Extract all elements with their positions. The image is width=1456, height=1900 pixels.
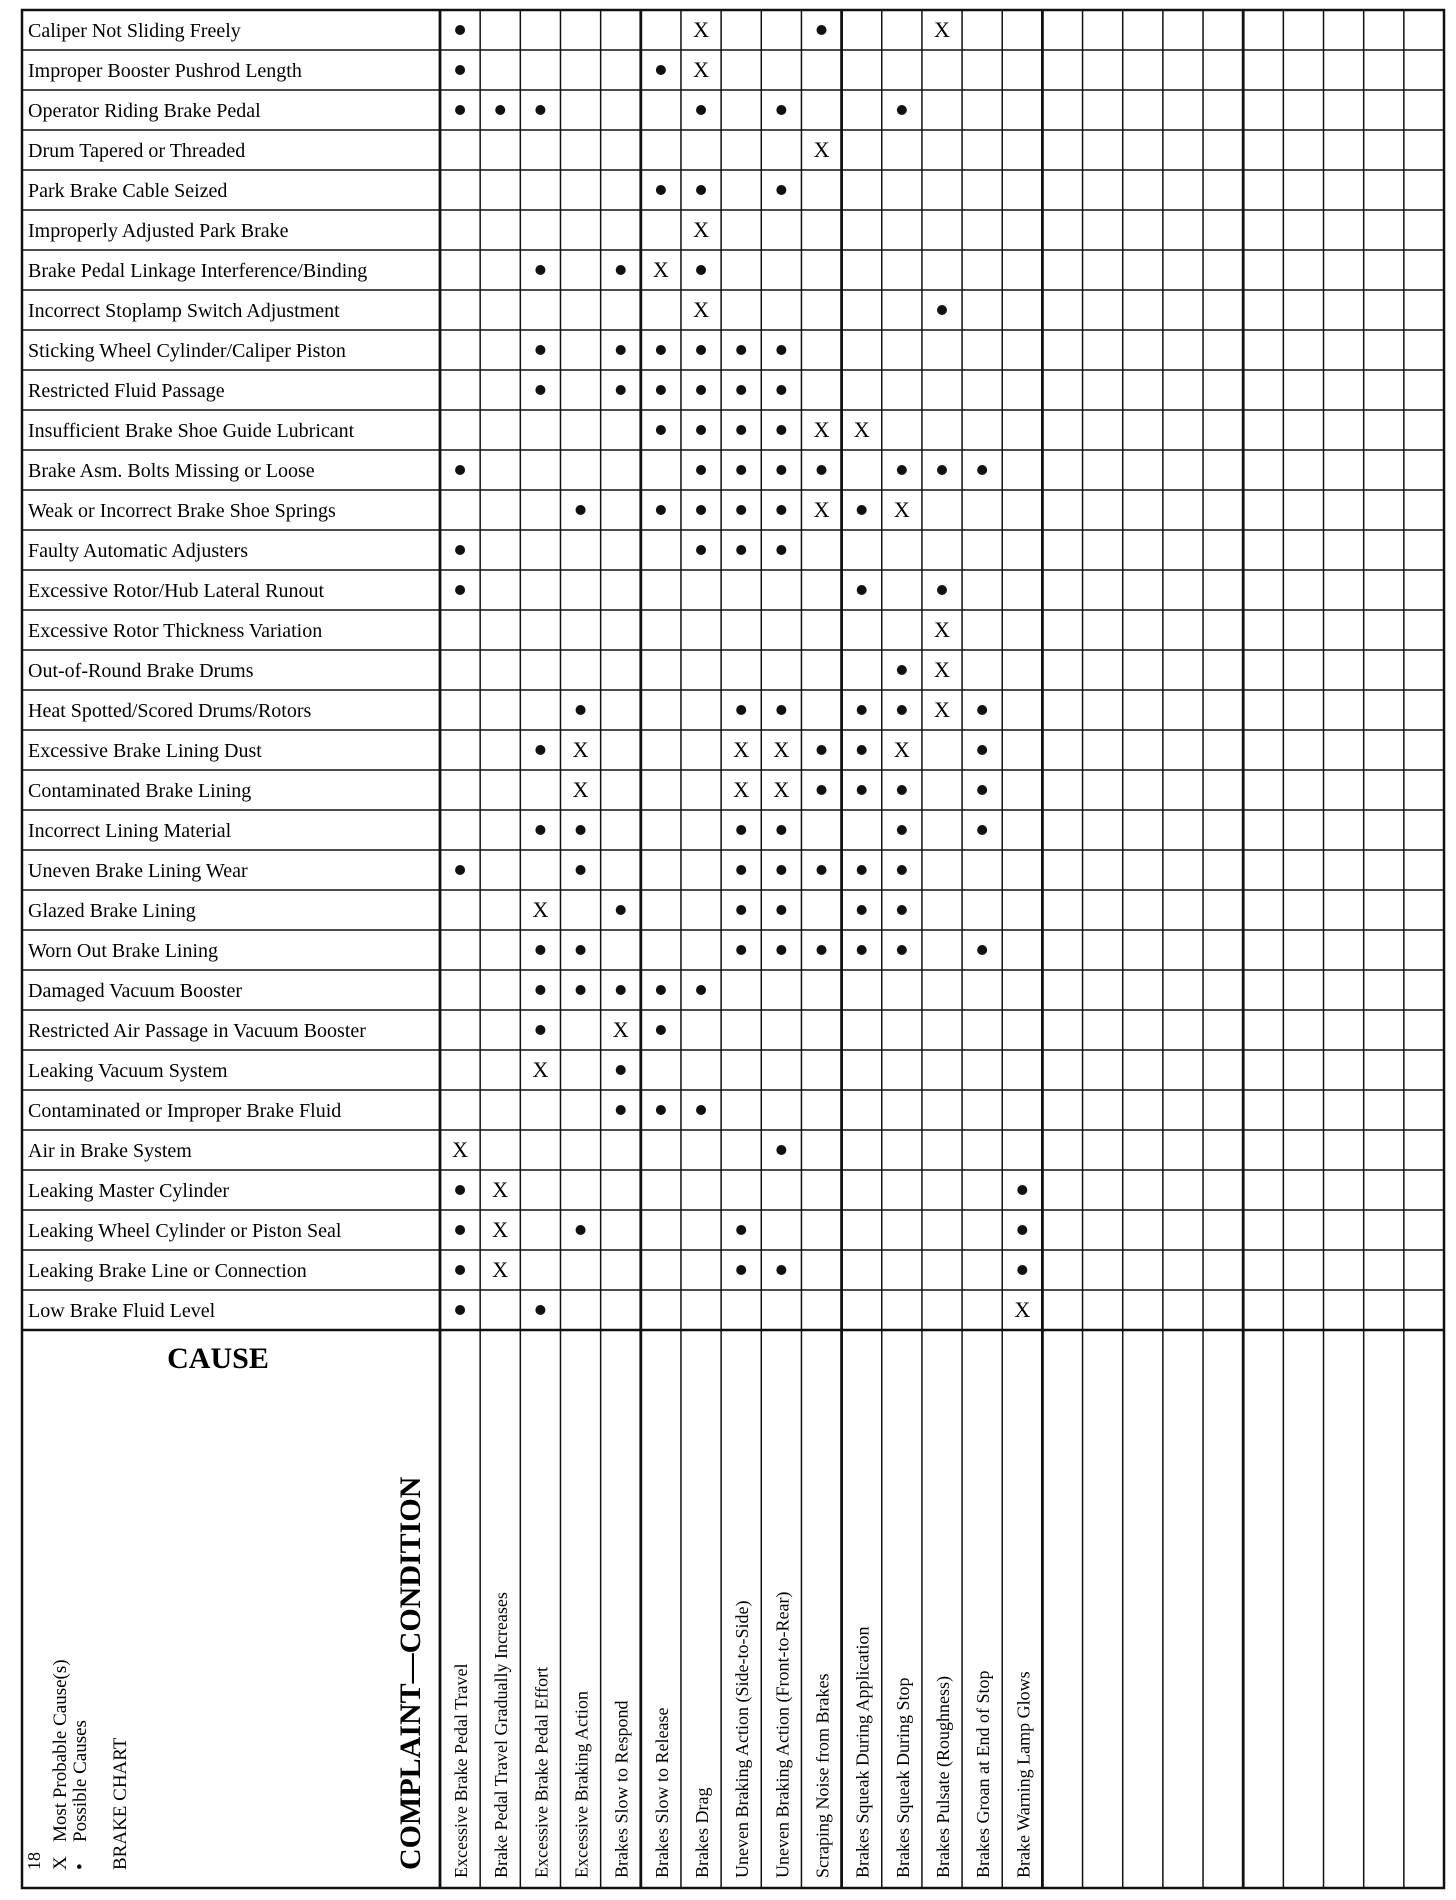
condition-label: Brakes Slow to Release	[651, 1707, 672, 1878]
mark-possible	[736, 905, 746, 915]
mark-possible	[857, 505, 867, 515]
mark-most-probable: X	[1014, 1297, 1031, 1322]
mark-most-probable: X	[893, 497, 910, 522]
condition-label: Uneven Braking Action (Side-to-Side)	[732, 1600, 753, 1878]
mark-possible	[897, 905, 907, 915]
mark-most-probable: X	[693, 57, 709, 82]
mark-possible	[656, 425, 666, 435]
cause-label: Brake Pedal Linkage Interference/Binding	[28, 260, 368, 282]
mark-most-probable: X	[612, 1017, 629, 1042]
mark-most-probable: X	[773, 777, 790, 802]
cause-label: Operator Riding Brake Pedal	[28, 100, 261, 122]
mark-possible	[897, 665, 907, 675]
mark-possible	[696, 385, 706, 395]
mark-possible	[455, 1185, 465, 1195]
mark-possible	[736, 945, 746, 955]
mark-possible	[817, 465, 827, 475]
mark-possible	[897, 865, 907, 875]
mark-most-probable: X	[813, 137, 830, 162]
mark-possible	[616, 345, 626, 355]
mark-possible	[616, 1065, 626, 1075]
cause-label: Drum Tapered or Threaded	[28, 140, 246, 162]
cause-label: Caliper Not Sliding Freely	[28, 20, 241, 42]
mark-possible	[535, 1025, 545, 1035]
mark-possible	[897, 785, 907, 795]
condition-label: Brakes Pulsate (Roughness)	[933, 1676, 953, 1878]
mark-possible	[535, 985, 545, 995]
mark-most-probable: X	[773, 737, 790, 762]
mark-possible	[897, 825, 907, 835]
condition-label: Brakes Drag	[692, 1787, 713, 1878]
mark-possible	[696, 105, 706, 115]
mark-possible	[977, 785, 987, 795]
legend-dot-symbol: •	[70, 1863, 91, 1870]
mark-possible	[535, 945, 545, 955]
mark-possible	[977, 945, 987, 955]
chart-title: BRAKE CHART	[110, 1737, 131, 1870]
condition-label: Brake Pedal Travel Gradually Increases	[491, 1592, 512, 1878]
legend-x-symbol: X	[50, 1856, 71, 1870]
cause-label: Leaking Wheel Cylinder or Piston Seal	[28, 1220, 342, 1242]
cause-label: Sticking Wheel Cylinder/Caliper Piston	[28, 340, 346, 362]
mark-possible	[1017, 1185, 1027, 1195]
mark-possible	[576, 985, 586, 995]
cause-label: Heat Spotted/Scored Drums/Rotors	[28, 700, 312, 722]
mark-possible	[696, 1105, 706, 1115]
mark-possible	[696, 985, 706, 995]
mark-possible	[736, 345, 746, 355]
mark-possible	[937, 465, 947, 475]
mark-possible	[857, 705, 867, 715]
cause-label: Leaking Brake Line or Connection	[28, 1260, 307, 1282]
mark-possible	[736, 505, 746, 515]
cause-label: Worn Out Brake Lining	[28, 940, 219, 962]
cause-label: Improperly Adjusted Park Brake	[28, 220, 289, 242]
mark-possible	[696, 185, 706, 195]
mark-possible	[656, 985, 666, 995]
mark-possible	[977, 465, 987, 475]
mark-most-probable: X	[733, 777, 750, 802]
mark-most-probable: X	[452, 1137, 469, 1162]
mark-possible	[455, 105, 465, 115]
mark-possible	[937, 305, 947, 315]
mark-possible	[576, 505, 586, 515]
cause-label: Excessive Brake Lining Dust	[28, 740, 262, 762]
cause-label: Excessive Rotor Thickness Variation	[28, 620, 323, 642]
mark-most-probable: X	[934, 697, 950, 722]
mark-most-probable: X	[652, 257, 669, 282]
mark-possible	[817, 785, 827, 795]
mark-possible	[616, 385, 626, 395]
mark-possible	[455, 25, 465, 35]
condition-label: Excessive Brake Pedal Travel	[451, 1663, 472, 1878]
cause-label: Incorrect Lining Material	[28, 820, 232, 842]
mark-possible	[857, 865, 867, 875]
cause-labels	[28, 20, 367, 1322]
mark-possible	[535, 265, 545, 275]
mark-possible	[696, 425, 706, 435]
mark-possible	[696, 545, 706, 555]
mark-most-probable: X	[532, 897, 549, 922]
mark-most-probable: X	[693, 297, 709, 322]
mark-most-probable: X	[813, 417, 830, 442]
mark-possible	[455, 545, 465, 555]
mark-possible	[857, 585, 867, 595]
mark-possible	[696, 345, 706, 355]
cause-label: Incorrect Stoplamp Switch Adjustment	[28, 300, 340, 322]
mark-possible	[977, 745, 987, 755]
cause-label: Improper Booster Pushrod Length	[28, 60, 302, 82]
cause-header: CAUSE	[167, 1342, 269, 1375]
condition-label: Brakes Groan at End of Stop	[973, 1670, 994, 1878]
mark-most-probable: X	[813, 497, 830, 522]
mark-possible	[776, 105, 786, 115]
mark-possible	[535, 345, 545, 355]
mark-possible	[736, 465, 746, 475]
mark-possible	[656, 1105, 666, 1115]
cause-label: Restricted Air Passage in Vacuum Booster	[28, 1020, 366, 1042]
cause-label: Leaking Master Cylinder	[28, 1180, 230, 1202]
mark-possible	[1017, 1225, 1027, 1235]
mark-possible	[776, 905, 786, 915]
mark-possible	[857, 945, 867, 955]
mark-possible	[656, 185, 666, 195]
mark-possible	[817, 745, 827, 755]
mark-possible	[656, 1025, 666, 1035]
mark-possible	[656, 65, 666, 75]
mark-possible	[1017, 1265, 1027, 1275]
mark-possible	[535, 825, 545, 835]
mark-possible	[776, 1265, 786, 1275]
condition-header: COMPLAINT—CONDITION	[394, 1476, 427, 1870]
mark-possible	[576, 1225, 586, 1235]
mark-possible	[977, 825, 987, 835]
mark-possible	[897, 105, 907, 115]
mark-most-probable: X	[853, 417, 870, 442]
cause-label: Faulty Automatic Adjusters	[28, 540, 248, 562]
mark-most-probable: X	[532, 1057, 549, 1082]
mark-possible	[455, 865, 465, 875]
mark-possible	[736, 1265, 746, 1275]
condition-label: Brakes Squeak During Stop	[892, 1677, 913, 1878]
mark-possible	[736, 865, 746, 875]
mark-possible	[736, 1225, 746, 1235]
legend-dot-label: Possible Causes	[70, 1720, 91, 1842]
mark-possible	[776, 185, 786, 195]
page-number: 18	[24, 1852, 44, 1870]
mark-possible	[736, 385, 746, 395]
mark-possible	[776, 465, 786, 475]
mark-possible	[656, 385, 666, 395]
mark-possible	[576, 865, 586, 875]
mark-possible	[616, 1105, 626, 1115]
mark-possible	[455, 1305, 465, 1315]
mark-possible	[535, 1305, 545, 1315]
cause-label: Damaged Vacuum Booster	[28, 980, 243, 1002]
mark-possible	[776, 1145, 786, 1155]
mark-possible	[696, 465, 706, 475]
cause-label: Brake Asm. Bolts Missing or Loose	[28, 460, 315, 482]
mark-possible	[776, 865, 786, 875]
mark-possible	[455, 585, 465, 595]
mark-most-probable: X	[733, 737, 750, 762]
mark-possible	[535, 385, 545, 395]
mark-possible	[776, 505, 786, 515]
mark-possible	[977, 705, 987, 715]
condition-label: Scraping Noise from Brakes	[812, 1673, 833, 1878]
mark-most-probable: X	[934, 657, 950, 682]
cause-label: Contaminated Brake Lining	[28, 780, 252, 802]
mark-most-probable: X	[572, 737, 589, 762]
mark-possible	[576, 705, 586, 715]
cause-label: Weak or Incorrect Brake Shoe Springs	[28, 500, 336, 522]
cause-label: Air in Brake System	[28, 1140, 192, 1162]
cause-label: Excessive Rotor/Hub Lateral Runout	[28, 580, 325, 602]
mark-possible	[776, 545, 786, 555]
legend-x-label: Most Probable Cause(s)	[50, 1659, 71, 1842]
mark-possible	[616, 985, 626, 995]
mark-possible	[656, 505, 666, 515]
mark-possible	[776, 705, 786, 715]
mark-most-probable: X	[693, 217, 709, 242]
mark-possible	[736, 425, 746, 435]
cause-label: Leaking Vacuum System	[28, 1060, 228, 1082]
mark-most-probable: X	[492, 1177, 509, 1202]
chart-marks	[452, 17, 1030, 1322]
mark-possible	[696, 505, 706, 515]
mark-possible	[897, 465, 907, 475]
mark-possible	[616, 905, 626, 915]
mark-possible	[535, 745, 545, 755]
mark-possible	[576, 825, 586, 835]
mark-possible	[817, 865, 827, 875]
mark-possible	[616, 265, 626, 275]
mark-possible	[535, 105, 545, 115]
mark-possible	[495, 105, 505, 115]
mark-most-probable: X	[572, 777, 589, 802]
mark-possible	[897, 705, 907, 715]
mark-possible	[576, 945, 586, 955]
mark-possible	[776, 345, 786, 355]
mark-most-probable: X	[934, 617, 950, 642]
mark-possible	[817, 25, 827, 35]
mark-possible	[857, 785, 867, 795]
cause-label: Park Brake Cable Seized	[28, 180, 228, 202]
mark-possible	[897, 945, 907, 955]
mark-possible	[776, 825, 786, 835]
mark-possible	[455, 65, 465, 75]
mark-possible	[736, 825, 746, 835]
mark-possible	[455, 465, 465, 475]
cause-label: Restricted Fluid Passage	[28, 380, 225, 402]
cause-label: Out-of-Round Brake Drums	[28, 660, 254, 682]
cause-label: Low Brake Fluid Level	[28, 1300, 216, 1322]
condition-label: Excessive Brake Pedal Effort	[531, 1666, 552, 1878]
cause-label: Contaminated or Improper Brake Fluid	[28, 1100, 342, 1122]
mark-possible	[656, 345, 666, 355]
condition-label: Brakes Slow to Respond	[611, 1700, 632, 1878]
mark-most-probable: X	[934, 17, 950, 42]
mark-possible	[455, 1225, 465, 1235]
mark-possible	[455, 1265, 465, 1275]
condition-label: Brake Warning Lamp Glows	[1013, 1671, 1034, 1878]
mark-possible	[736, 545, 746, 555]
mark-possible	[857, 745, 867, 755]
condition-headers	[451, 1592, 1033, 1878]
mark-possible	[857, 905, 867, 915]
mark-possible	[937, 585, 947, 595]
condition-label: Brakes Squeak During Application	[852, 1626, 873, 1878]
mark-most-probable: X	[492, 1257, 509, 1282]
cause-label: Glazed Brake Lining	[28, 900, 196, 922]
mark-possible	[817, 945, 827, 955]
mark-possible	[776, 425, 786, 435]
mark-possible	[696, 265, 706, 275]
condition-label: Excessive Braking Action	[571, 1691, 592, 1878]
mark-most-probable: X	[492, 1217, 509, 1242]
cause-label: Uneven Brake Lining Wear	[28, 860, 248, 882]
cause-label: Insufficient Brake Shoe Guide Lubricant	[28, 420, 355, 442]
mark-most-probable: X	[693, 17, 709, 42]
condition-label: Uneven Braking Action (Front-to-Rear)	[772, 1591, 793, 1878]
mark-possible	[736, 705, 746, 715]
mark-possible	[776, 945, 786, 955]
mark-most-probable: X	[893, 737, 910, 762]
mark-possible	[776, 385, 786, 395]
